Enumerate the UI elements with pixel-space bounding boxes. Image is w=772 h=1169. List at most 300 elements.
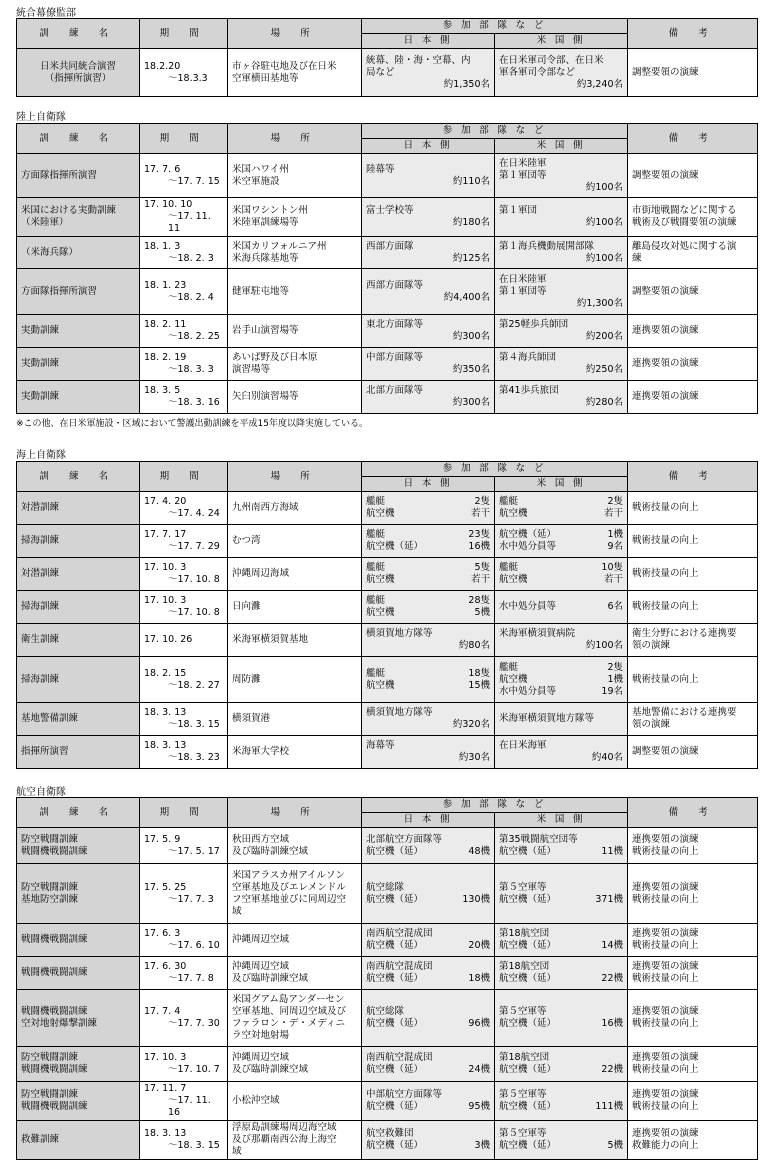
unit-count: 28隻 [468, 595, 490, 606]
text-line: 連携要領の演練 [632, 391, 699, 402]
period-start: 18. 1. 3 [144, 240, 181, 252]
period-start: 17. 10. 3 [144, 562, 187, 573]
table-row [17, 492, 758, 525]
unit-count: 23隻 [468, 529, 490, 540]
period-cell [140, 315, 228, 348]
remarks-cell [628, 736, 758, 769]
text-line: 連携要領の演練 [632, 1052, 699, 1063]
count: 約100名 [585, 181, 624, 193]
unit-count: 5機 [607, 1140, 624, 1151]
unit-line [366, 1006, 490, 1018]
remarks-cell [628, 237, 758, 269]
text-line: 調整要領の演練 [632, 285, 699, 297]
period-cell [140, 828, 228, 864]
japan-cell [362, 348, 495, 381]
text-line: 米海兵隊基地等 [232, 252, 299, 264]
unit-label: 航空機 [499, 574, 528, 585]
period-cell [140, 864, 228, 924]
training-name [17, 315, 140, 348]
text-line: 戦闘機戦闘訓練 [21, 845, 88, 857]
period-start: 18. 3. 13 [144, 1128, 187, 1139]
us-cell [495, 957, 628, 990]
period-start: 17. 5. 9 [144, 833, 181, 845]
table-row [17, 1047, 758, 1082]
period-cell [140, 703, 228, 736]
text-line: 米海軍横須賀基地 [232, 634, 309, 645]
unit-label: 航空機 [366, 508, 395, 519]
remarks-cell [628, 957, 758, 990]
header-name: 訓 練 名 [17, 462, 140, 492]
text-line: 市街地戦闘などに関する [632, 205, 737, 216]
period-cell [140, 492, 228, 525]
table-row [17, 348, 758, 381]
text-line: 調整要領の演練 [632, 169, 699, 181]
text-line: 戦術技量の向上 [632, 535, 699, 546]
unit-label: 第18航空団 [499, 961, 550, 972]
header-units: 参 加 部 隊 な ど [362, 19, 628, 34]
unit-line [499, 928, 623, 940]
unit-label: 航空機（延） [366, 1101, 424, 1112]
period-end: ～17. 7. 30 [168, 1018, 220, 1029]
count: 約1,300名 [576, 297, 624, 309]
unit-line [499, 1128, 623, 1140]
unit-label: 航空機（延） [499, 1064, 557, 1075]
header-period: 期 間 [140, 462, 228, 492]
unit-label: 艦艇 [499, 496, 519, 507]
period-cell [140, 1082, 228, 1121]
unit-label: 航空機（延） [366, 541, 424, 552]
japan-cell [362, 1121, 495, 1160]
training-name: 掃海訓練 [17, 591, 140, 624]
table-asdf [16, 797, 758, 1160]
us-cell [495, 154, 628, 198]
period-cell [140, 1121, 228, 1160]
training-name [17, 269, 140, 315]
period-cell [140, 49, 228, 97]
japan-cell [362, 558, 495, 591]
us-cell [495, 558, 628, 591]
unit-count: 95機 [468, 1101, 490, 1112]
header-name: 訓 練 名 [17, 798, 140, 828]
text-line: 衛生分野における連携要 [632, 628, 737, 639]
unit-label: 第18航空団 [499, 1052, 550, 1063]
unit-label: 航空機 [366, 607, 395, 618]
period-end: ～18. 3. 15 [168, 719, 220, 730]
text-line: 第１軍団 [499, 205, 538, 216]
japan-cell [362, 269, 495, 315]
place-cell [228, 1047, 362, 1082]
unit-count: 1機 [607, 529, 624, 540]
text-line: 矢臼別演習場等 [232, 391, 299, 402]
text-line: 第１軍団等 [499, 169, 547, 181]
text-line: 戦術技量の向上 [632, 940, 699, 951]
table-row [17, 828, 758, 864]
unit-line [366, 595, 490, 607]
text-line: 周防灘 [232, 673, 261, 685]
period-cell [140, 591, 228, 624]
period-cell [140, 381, 228, 414]
period-start: 17. 5. 25 [144, 881, 187, 893]
period-end: ～18. 2. 25 [168, 331, 220, 342]
table-row [17, 237, 758, 269]
training-name: 指揮所演習 [17, 736, 140, 769]
unit-label: 艦艇 [366, 529, 386, 540]
period-cell [140, 558, 228, 591]
text-line: 連携要領の演練 [632, 833, 699, 845]
text-line: ファラロン・デ・メディニ [232, 1018, 346, 1029]
remarks-cell [628, 558, 758, 591]
table-row [17, 1121, 758, 1160]
text-line: 実動訓練 [21, 325, 60, 336]
unit-count: 10隻 [601, 562, 624, 573]
unit-line [366, 640, 490, 652]
text-line: 戦術技量の向上 [632, 1018, 699, 1029]
text-line: 戦術及び戦闘要領の演練 [632, 217, 737, 228]
unit-line [366, 1052, 490, 1064]
unit-line [499, 834, 623, 846]
text-line: 陸幕等 [366, 163, 395, 175]
period-end: ～17. 7. 15 [168, 175, 220, 187]
period-end: ～17. 6. 10 [168, 940, 220, 951]
header-period: 期 間 [140, 19, 228, 49]
remarks-cell [628, 864, 758, 924]
table-row [17, 49, 758, 97]
text-line: 防空戦闘訓練 [21, 1089, 79, 1100]
text-line: むつ湾 [232, 535, 261, 546]
period-cell [140, 198, 228, 237]
unit-count: 15機 [468, 679, 490, 691]
japan-cell [362, 657, 495, 703]
unit-count: 若干 [470, 574, 490, 585]
us-cell [495, 237, 628, 269]
text-line: 局など [366, 66, 395, 78]
text-line: 沖縄周辺空域 [232, 934, 290, 945]
training-name [17, 1047, 140, 1082]
text-line: 沖縄周辺空域 [232, 961, 290, 972]
period-end: ～17. 11. 16 [168, 1095, 211, 1118]
remarks-cell [628, 269, 758, 315]
us-cell [495, 624, 628, 657]
us-cell [495, 269, 628, 315]
unit-label: 中部航空方面隊等 [366, 1089, 443, 1100]
section-title-gsdf: 陸上自衛隊 [16, 112, 66, 123]
unit-line [366, 541, 490, 553]
text-line: 実動訓練 [21, 358, 60, 369]
header-place: 場 所 [228, 124, 362, 154]
training-name: 掃海訓練 [17, 525, 140, 558]
remarks-cell [628, 525, 758, 558]
period-start: 17. 4. 20 [144, 496, 187, 507]
training-name: 対潜訓練 [17, 558, 140, 591]
remarks-cell [628, 924, 758, 957]
header-us: 米 国 側 [495, 34, 628, 49]
unit-line [366, 928, 490, 940]
unit-count: 20機 [468, 940, 490, 951]
count: 約125名 [452, 252, 490, 264]
header-place: 場 所 [228, 798, 362, 828]
text-line: 戦術技量の向上 [632, 845, 699, 857]
text-line: あいば野及び日本原 [232, 352, 318, 363]
text-line: 空軍横田基地等 [232, 72, 299, 84]
remarks-cell [628, 990, 758, 1047]
header-name: 訓 練 名 [17, 124, 140, 154]
text-line: 空対地射爆撃訓練 [21, 1018, 98, 1029]
text-line: 戦闘機戦闘訓練 [21, 1006, 88, 1017]
unit-line [366, 894, 490, 906]
place-cell [228, 348, 362, 381]
unit-line [499, 628, 623, 640]
text-line: 第４海兵師団 [499, 352, 557, 363]
text-line: 小松沖空域 [232, 1095, 280, 1106]
unit-line [499, 574, 623, 586]
text-line: ラ空対地射場 [232, 1030, 290, 1041]
unit-count: 48機 [468, 845, 490, 857]
text-line: 連携要領の演練 [632, 961, 699, 972]
text-line: 連携要領の演練 [632, 881, 699, 893]
text-line: 米陸軍訓練場等 [232, 217, 299, 228]
text-line: 調整要領の演練 [632, 66, 699, 78]
unit-count: 5機 [474, 607, 490, 618]
gsdf-note: ※この他、在日米軍施設・区域において警護出動訓練を平成15年度以降実施している。 [16, 419, 368, 429]
period-end: ～17. 10. 7 [168, 1064, 220, 1075]
text-line: 領の演練 [632, 719, 671, 730]
unit-count: 14機 [601, 940, 624, 951]
text-line: 第１軍団等 [499, 285, 547, 297]
training-name [17, 957, 140, 990]
unit-line [499, 846, 623, 858]
unit-label: 航空機（延） [366, 1140, 424, 1151]
unit-line [499, 740, 623, 752]
text-line: 沖縄周辺海域 [232, 568, 290, 579]
period-end: ～18. 2. 3 [168, 252, 214, 264]
unit-line [366, 680, 490, 692]
text-line: 及び那覇南西公海上海空 [232, 1134, 337, 1145]
count: 約300名 [452, 331, 490, 342]
us-cell [495, 348, 628, 381]
text-line: 北部方面隊等 [366, 385, 424, 396]
remarks-cell [628, 1047, 758, 1082]
unit-line [366, 668, 490, 680]
text-line: 救難訓練 [21, 1134, 60, 1145]
text-line: 浮原島訓練場周辺海空域 [232, 1122, 337, 1133]
period-start: 18. 2. 19 [144, 352, 187, 363]
unit-label: 航空機（延） [499, 1018, 557, 1029]
unit-label: 第５空軍等 [499, 881, 547, 893]
text-line: 統幕、陸・海・空幕、内 [366, 54, 471, 66]
table-row [17, 624, 758, 657]
table-row [17, 269, 758, 315]
table-joint [16, 18, 758, 97]
unit-label: 米海軍横須賀地方隊等 [499, 713, 595, 724]
period-start: 18. 3. 13 [144, 707, 187, 718]
header-place: 場 所 [228, 19, 362, 49]
unit-label: 航空機（延） [499, 1140, 557, 1151]
unit-line [499, 686, 623, 698]
unit-line [366, 1101, 490, 1113]
table-msdf [16, 461, 758, 769]
count: 約180名 [452, 217, 490, 228]
count: 約200名 [585, 331, 624, 342]
period-start: 17. 11. 7 [144, 1083, 187, 1094]
period-end: ～17. 11. 11 [168, 211, 211, 234]
header-row [17, 462, 758, 477]
unit-label: 航空機（延） [499, 1101, 557, 1112]
unit-line [499, 640, 623, 652]
period-end: ～17. 4. 24 [168, 508, 220, 519]
place-cell [228, 703, 362, 736]
unit-label: 南西航空混成団 [366, 961, 433, 972]
text-line: 第25軽歩兵師団 [499, 319, 569, 330]
count: 約100名 [585, 217, 624, 228]
header-japan: 日 本 側 [362, 813, 495, 828]
text-line: 演習場等 [232, 364, 271, 375]
text-line: 域 [232, 905, 242, 917]
table-row [17, 591, 758, 624]
period-end: ～18. 2. 27 [168, 679, 220, 691]
unit-label: 航空機（延） [499, 973, 557, 984]
remarks-cell [628, 1082, 758, 1121]
unit-count: 約30名 [458, 752, 490, 763]
japan-cell [362, 864, 495, 924]
place-cell [228, 657, 362, 703]
header-remarks: 備 考 [628, 19, 758, 49]
text-line: 方面隊指揮所演習 [21, 285, 98, 297]
unit-count: 若干 [470, 508, 490, 519]
header-units: 参 加 部 隊 な ど [362, 798, 628, 813]
unit-label: 艦艇 [366, 667, 386, 679]
text-line: 実動訓練 [21, 391, 60, 402]
training-name [17, 49, 140, 97]
text-line: 及び臨時訓練空域 [232, 845, 309, 857]
unit-line [499, 601, 623, 613]
training-name [17, 348, 140, 381]
period-end: ～17. 10. 8 [168, 607, 220, 618]
place-cell [228, 1121, 362, 1160]
text-line: 戦術技量の向上 [632, 601, 699, 612]
unit-line [499, 940, 623, 952]
table-row [17, 924, 758, 957]
unit-line [366, 496, 490, 508]
table-row [17, 315, 758, 348]
unit-label: 南西航空混成団 [366, 928, 433, 939]
text-line: 西部方面隊 [366, 240, 414, 252]
text-line: 防空戦闘訓練 [21, 1052, 79, 1063]
unit-count: 19名 [601, 685, 624, 697]
text-line: 西部方面隊等 [366, 279, 424, 291]
unit-count: 5隻 [474, 562, 490, 573]
unit-label: 艦艇 [499, 562, 519, 573]
text-line: 及び臨時訓練空域 [232, 973, 309, 984]
unit-count: 18隻 [468, 667, 490, 679]
section-title-msdf: 海上自衛隊 [16, 450, 66, 461]
unit-line [499, 662, 623, 674]
us-cell [495, 990, 628, 1047]
remarks-cell [628, 198, 758, 237]
unit-line [366, 628, 490, 640]
text-line: 基地防空訓練 [21, 893, 79, 905]
period-cell [140, 957, 228, 990]
remarks-cell [628, 315, 758, 348]
text-line: 戦術技量の向上 [632, 568, 699, 579]
unit-label: 第５空軍等 [499, 1089, 547, 1100]
unit-line [499, 541, 623, 553]
period-end: ～18. 3. 16 [168, 397, 220, 408]
unit-label: 航空機（延） [499, 893, 557, 905]
count: 約3,240名 [576, 78, 624, 90]
remarks-cell [628, 624, 758, 657]
text-line: 戦術技量の向上 [632, 1064, 699, 1075]
place-cell [228, 924, 362, 957]
period-start: 18. 1. 23 [144, 279, 187, 291]
text-line: 日米共同統合演習 [39, 60, 116, 72]
unit-label: 水中処分員等 [499, 541, 557, 552]
japan-cell [362, 315, 495, 348]
japan-cell [362, 703, 495, 736]
unit-line [499, 1089, 623, 1101]
period-end: ～18. 2. 4 [168, 291, 214, 303]
unit-line [499, 973, 623, 985]
text-line: 防空戦闘訓練 [21, 833, 79, 845]
us-cell [495, 736, 628, 769]
unit-line [499, 1052, 623, 1064]
text-line: 在日米陸軍 [499, 157, 547, 169]
unit-label: 航空機（延） [366, 1064, 424, 1075]
text-line: 健軍駐屯地等 [232, 285, 290, 297]
training-name: 衛生訓練 [17, 624, 140, 657]
place-cell [228, 624, 362, 657]
period-cell [140, 348, 228, 381]
unit-label: 艦艇 [499, 661, 519, 673]
us-cell [495, 828, 628, 864]
count: 約100名 [585, 252, 624, 264]
unit-label: 航空機 [499, 673, 528, 685]
period-end: ～17. 10. 8 [168, 574, 220, 585]
header-row [17, 19, 758, 34]
text-line: （指揮所演習） [44, 72, 112, 84]
text-line: 岩手山演習場等 [232, 325, 299, 336]
unit-line [499, 496, 623, 508]
header-us: 米 国 側 [495, 477, 628, 492]
count: 約280名 [585, 397, 624, 408]
unit-count: 約100名 [585, 640, 624, 651]
training-name: 基地警備訓練 [17, 703, 140, 736]
period-start: 17. 10. 3 [144, 1052, 187, 1063]
training-name: 掃海訓練 [17, 657, 140, 703]
unit-label: 航空機（延） [366, 940, 424, 951]
table-row [17, 525, 758, 558]
remarks-cell [628, 703, 758, 736]
period-end: ～18. 3. 3 [168, 364, 214, 375]
text-line: 第41歩兵旅団 [499, 385, 559, 396]
remarks-cell [628, 154, 758, 198]
unit-line [499, 894, 623, 906]
unit-count: 18機 [468, 973, 490, 984]
unit-label: 航空機（延） [366, 1018, 424, 1029]
unit-label: 航空機（延） [366, 893, 424, 905]
unit-line [366, 1140, 490, 1152]
us-cell [495, 525, 628, 558]
unit-label: 北部航空方面隊等 [366, 833, 443, 845]
period-cell [140, 237, 228, 269]
remarks-cell [628, 591, 758, 624]
japan-cell [362, 492, 495, 525]
us-cell [495, 49, 628, 97]
unit-line [366, 973, 490, 985]
unit-label: 航空総隊 [366, 1006, 405, 1017]
text-line: 米国グアム島アンダーセン [232, 994, 345, 1005]
us-cell [495, 492, 628, 525]
remarks-cell [628, 381, 758, 414]
